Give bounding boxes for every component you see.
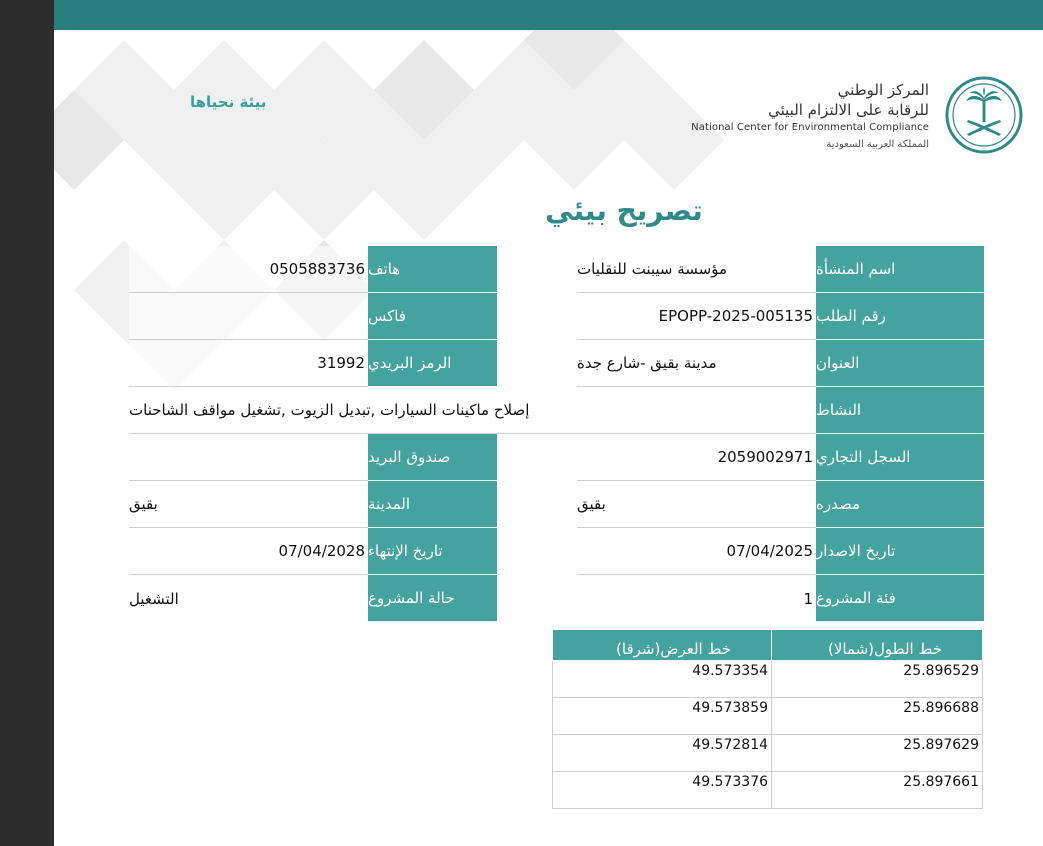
page-title: تصريح بيئي [545, 194, 703, 227]
source-value: بقيق [577, 481, 816, 528]
longitude-cell: 49.573859 [553, 698, 772, 735]
project-status-value: التشغيل [129, 575, 368, 622]
fax-value [129, 293, 368, 340]
issue-date-value: 07/04/2025 [577, 528, 816, 575]
commercial-register-value: 2059002971 [577, 434, 816, 481]
expiry-date-value: 07/04/2028 [129, 528, 368, 575]
issue-date-label: تاريخ الاصدار [816, 528, 984, 575]
po-box-label: صندوق البريد [368, 434, 497, 481]
po-box-value [129, 434, 368, 481]
agency-name-arabic-line1: المركز الوطني [837, 81, 929, 99]
city-label: المدينة [368, 481, 497, 528]
table-row [553, 735, 983, 772]
expiry-date-label: تاريخ الإنتهاء [368, 528, 497, 575]
phone-label: هاتف [368, 246, 497, 293]
address-label: العنوان [816, 340, 984, 387]
phone-value: 0505883736 [129, 246, 368, 293]
kingdom-name: المملكة العربية السعودية [826, 139, 929, 150]
project-category-label: فئة المشروع [816, 575, 984, 622]
table-row [553, 661, 983, 698]
left-side-bar [0, 0, 54, 846]
top-header-bar [54, 0, 1043, 30]
latitude-cell: 25.896688 [772, 698, 983, 735]
longitude-cell: 49.573376 [553, 772, 772, 809]
request-number-label: رقم الطلب [816, 293, 984, 340]
permit-document [54, 30, 1043, 846]
longitude-cell: 49.572814 [553, 735, 772, 772]
coordinates-table [552, 629, 983, 809]
longitude-header: خط العرض(شرقا) [553, 630, 772, 661]
table-row [553, 698, 983, 735]
slogan: بيئة نحياها [190, 93, 267, 111]
activity-label: النشاط [816, 387, 984, 434]
latitude-cell: 25.897629 [772, 735, 983, 772]
request-number-value: EPOPP-2025-005135 [577, 293, 816, 340]
project-category-value: 1 [577, 575, 816, 622]
agency-name-english: National Center for Environmental Compliance [691, 122, 929, 133]
agency-name-arabic-line2: للرقابة على الالتزام البيئي [768, 101, 929, 119]
project-status-label: حالة المشروع [368, 575, 497, 622]
address-value: مدينة بقيق -شارع جدة [577, 340, 816, 387]
establishment-name-value: مؤسسة سيبنت للنقليات [577, 246, 816, 293]
agency-name-block [691, 80, 929, 150]
city-value: بقيق [129, 481, 368, 528]
latitude-cell: 25.897661 [772, 772, 983, 809]
commercial-register-label: السجل التجاري [816, 434, 984, 481]
table-row [553, 772, 983, 809]
latitude-cell: 25.896529 [772, 661, 983, 698]
latitude-header: خط الطول(شمالا) [772, 630, 983, 661]
postal-code-value: 31992 [129, 340, 368, 387]
coordinates-header-row [553, 630, 983, 661]
establishment-name-label: اسم المنشأة [816, 246, 984, 293]
fax-label: فاكس [368, 293, 497, 340]
postal-code-label: الرمز البريدي [368, 340, 497, 387]
source-label: مصدره [816, 481, 984, 528]
saudi-emblem-palm-swords-icon [945, 76, 1023, 154]
activity-value: إصلاح ماكينات السيارات ,تبديل الزيوت ,تشغيل مواقف الشاحنات [129, 387, 816, 434]
longitude-cell: 49.573354 [553, 661, 772, 698]
